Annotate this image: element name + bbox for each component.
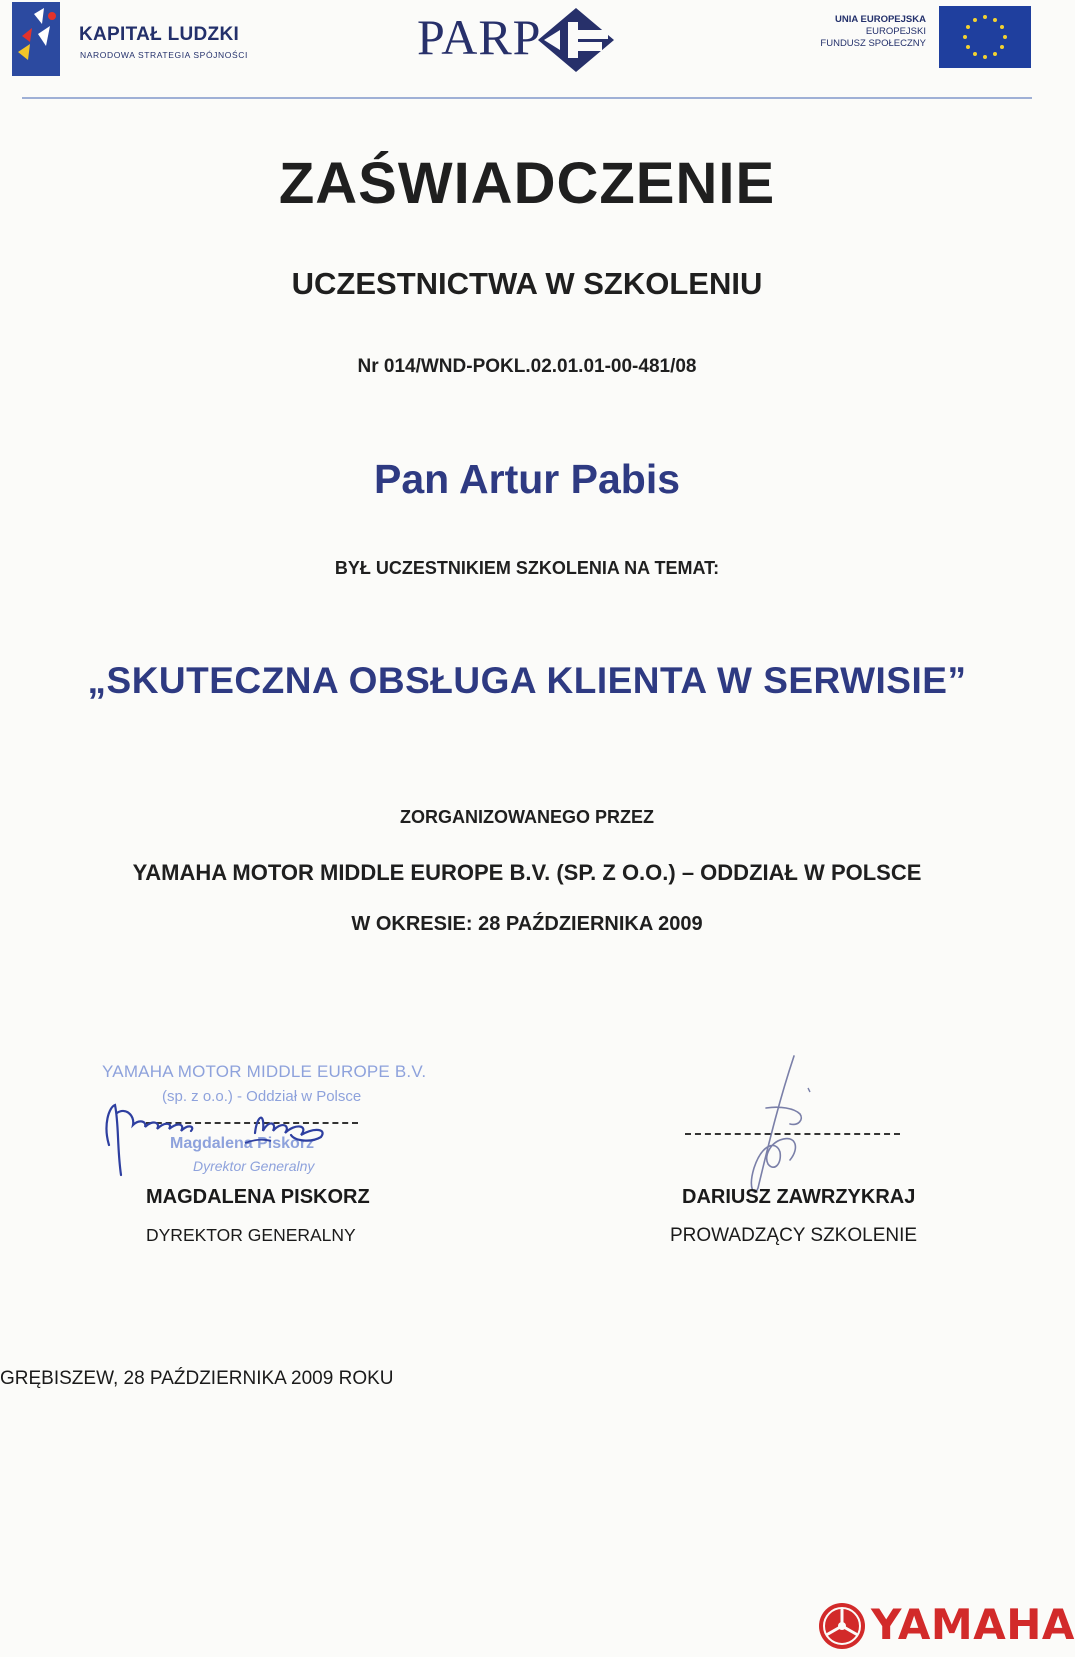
eu-text-block <box>820 14 926 50</box>
header-divider <box>22 97 1032 99</box>
left-signatory-name: MAGDALENA PISKORZ <box>146 1186 370 1208</box>
stamp-line-1: YAMAHA MOTOR MIDDLE EUROPE B.V. <box>102 1062 427 1081</box>
training-period: W OKRESIE: 28 PAŹDZIERNIKA 2009 <box>351 913 703 935</box>
stamp-line-3: Magdalena Piskorz <box>170 1135 315 1152</box>
certificate-title: ZAŚWIADCZENIE <box>278 151 776 216</box>
training-topic: „SKUTECZNA OBSŁUGA KLIENTA W SERWISIE” <box>87 660 967 701</box>
place-and-date: GRĘBISZEW, 28 PAŹDZIERNIKA 2009 ROKU <box>0 1368 394 1389</box>
stamp-line-4: Dyrektor Generalny <box>193 1158 315 1174</box>
eu-line2: EUROPEJSKI <box>865 26 926 37</box>
kapital-ludzki-logo <box>12 2 72 76</box>
kapital-ludzki-title: KAPITAŁ LUDZKI <box>79 24 240 45</box>
right-signatory-role: PROWADZĄCY SZKOLENIE <box>670 1225 918 1246</box>
stamp-line-2: (sp. z o.o.) - Oddział w Polsce <box>162 1088 362 1105</box>
certificate-subtitle: UCZESTNICTWA W SZKOLENIU <box>291 266 763 301</box>
left-handwritten-signature <box>95 1085 365 1185</box>
kapital-ludzki-subtitle: NARODOWA STRATEGIA SPÓJNOŚCI <box>80 50 248 60</box>
parp-emblem-icon <box>538 8 614 72</box>
organizer-company: YAMAHA MOTOR MIDDLE EUROPE B.V. (SP. Z O.O.) – ODDZIAŁ W POLSCE <box>132 860 922 885</box>
participant-name: Pan Artur Pabis <box>373 456 681 502</box>
left-signatory-role: DYREKTOR GENERALNY <box>146 1225 356 1245</box>
eu-line3: FUNDUSZ SPOŁECZNY <box>820 38 926 49</box>
certificate-number: Nr 014/WND-POKL.02.01.01-00-481/08 <box>357 356 697 377</box>
right-signatory-name: DARIUSZ ZAWRZYKRAJ <box>682 1186 916 1208</box>
organized-by-label: ZORGANIZOWANEGO PRZEZ <box>400 807 654 827</box>
participation-intro: BYŁ UCZESTNIKIEM SZKOLENIA NA TEMAT: <box>334 558 720 578</box>
yamaha-emblem-icon <box>817 1601 867 1651</box>
eu-flag-icon <box>939 6 1031 68</box>
yamaha-logo-text: YAMAHA <box>871 1600 1075 1649</box>
eu-line1: UNIA EUROPEJSKA <box>835 14 926 25</box>
right-handwritten-signature <box>720 1048 850 1198</box>
parp-logo-text: PARP <box>417 9 542 65</box>
